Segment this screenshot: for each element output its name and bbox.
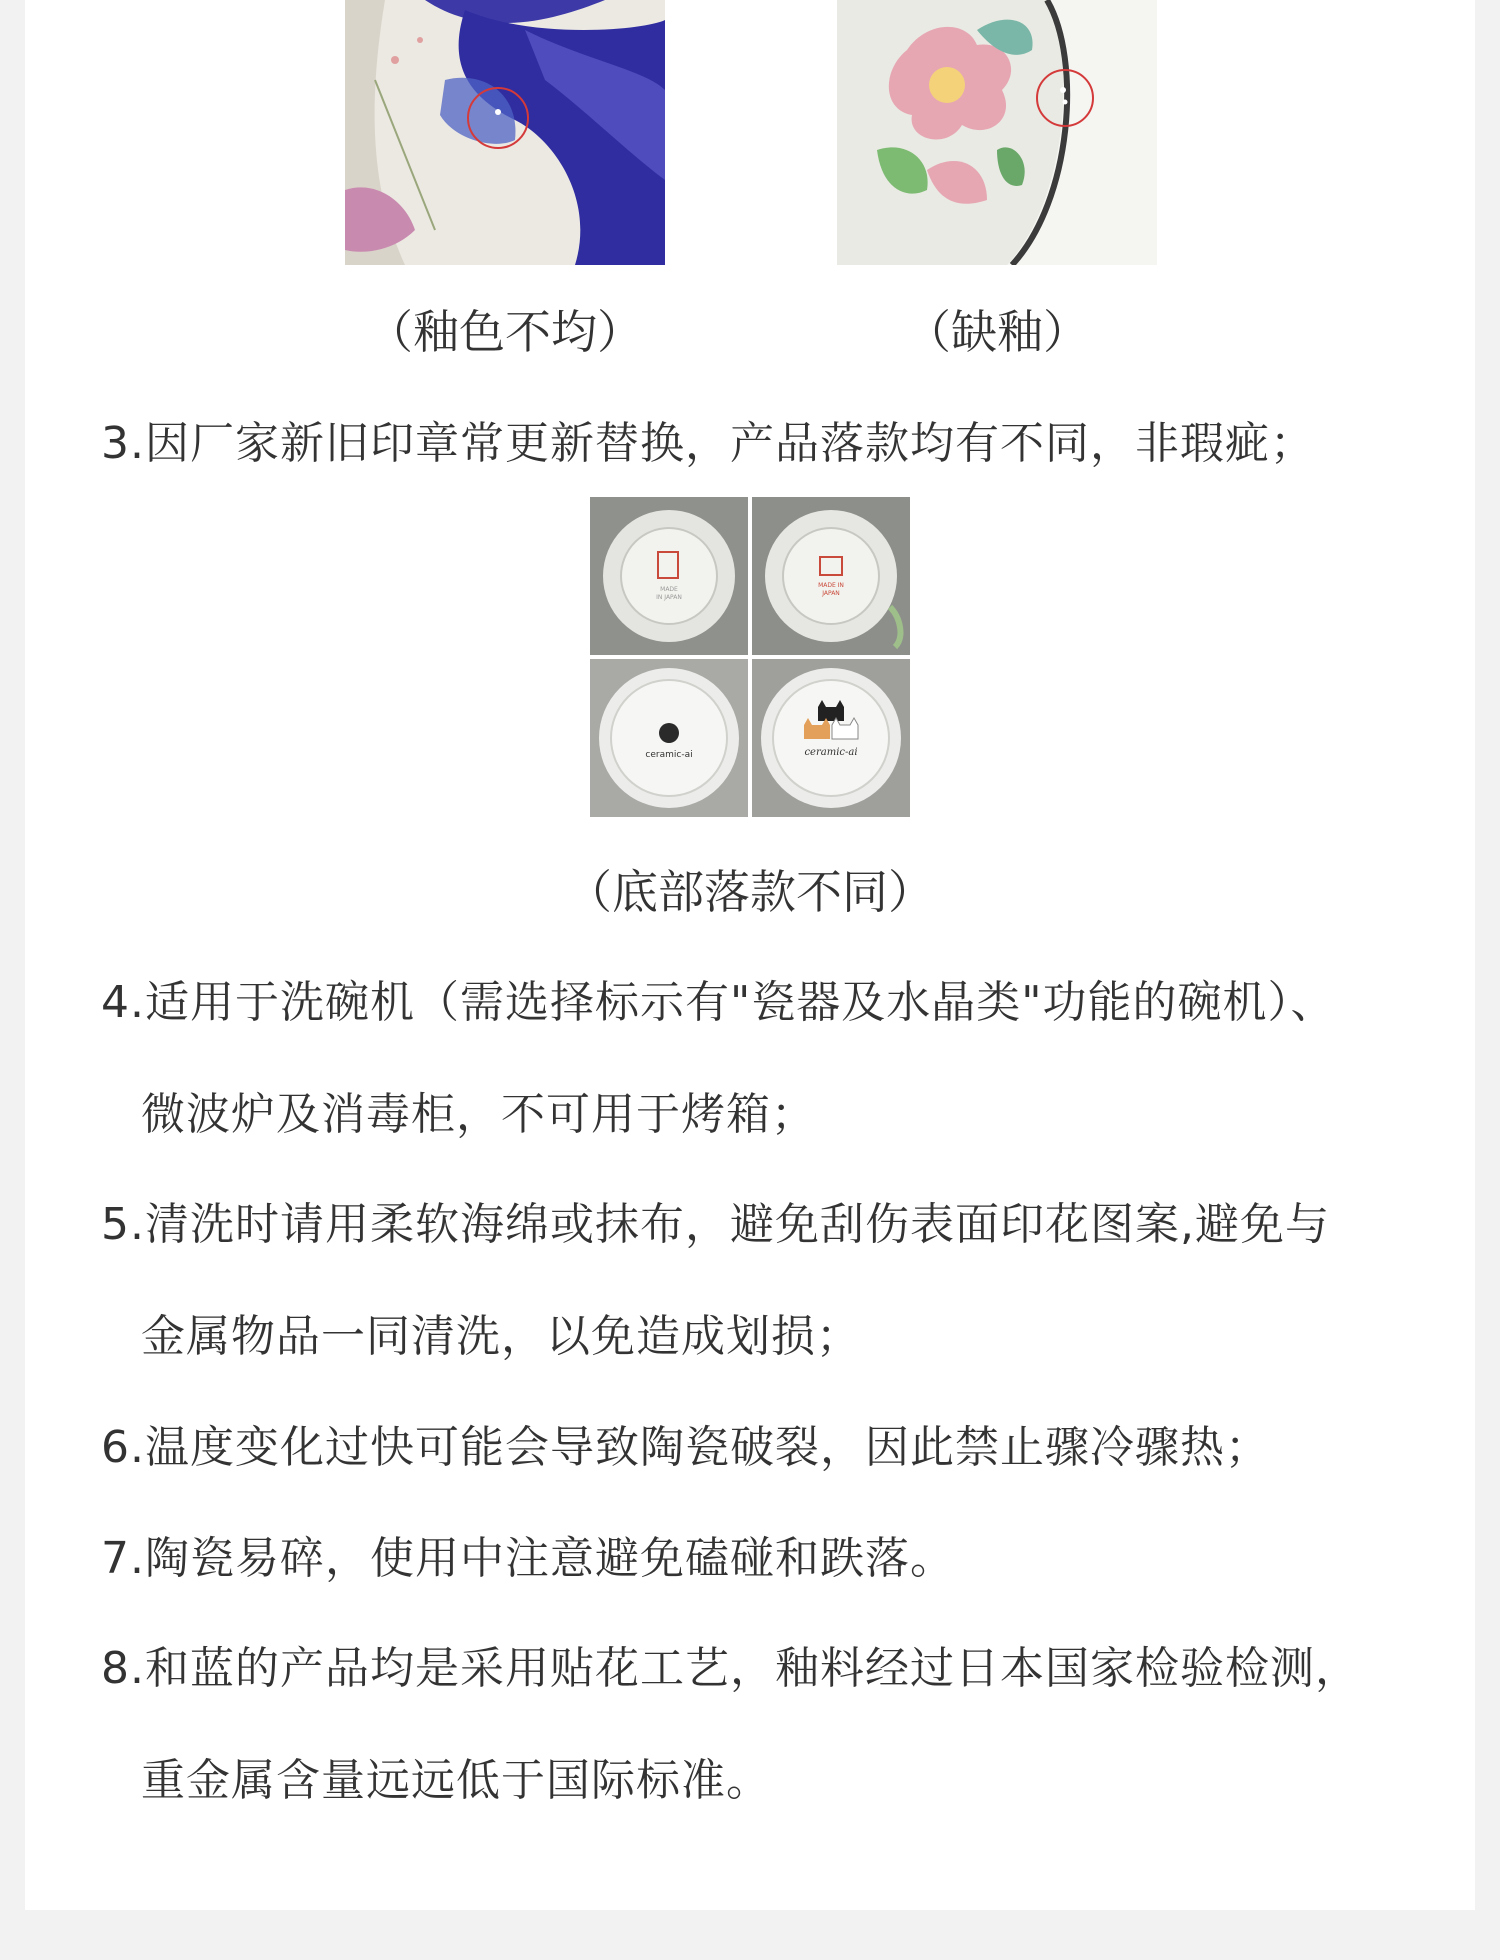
bowl-bottom-1 [590, 659, 748, 817]
glaze-uneven-photo [345, 0, 665, 265]
note-item-8-line-2: 重金属含量远远低于国际标准。 [141, 1755, 771, 1806]
svg-text:JAPAN: JAPAN [822, 590, 840, 597]
note-item-8-line-1: 8.和蓝的产品均是采用贴花工艺，釉料经过日本国家检验检测， [101, 1643, 1360, 1694]
svg-text:ceramic-ai: ceramic-ai [804, 747, 858, 758]
note-item-5-line-2: 金属物品一同清洗，以免造成划损； [141, 1311, 861, 1362]
note-item-7: 7.陶瓷易碎，使用中注意避免磕碰和跌落。 [101, 1533, 955, 1584]
caption-glaze-uneven: （釉色不均） [367, 305, 643, 359]
cup-bottom-1 [590, 497, 748, 655]
note-item-4-line-2: 微波炉及消毒柜，不可用于烤箱； [141, 1089, 816, 1140]
svg-text:MADE IN: MADE IN [818, 582, 844, 589]
note-item-5-line-1: 5.清洗时请用柔软海绵或抹布，避免刮伤表面印花图案,避免与 [101, 1199, 1330, 1250]
cup-bottom-2 [752, 497, 910, 655]
svg-text:ceramic-ai: ceramic-ai [645, 750, 693, 760]
caption-missing-glaze: （缺釉） [905, 305, 1089, 359]
missing-glaze-photo [837, 0, 1157, 265]
svg-text:IN JAPAN: IN JAPAN [656, 594, 682, 601]
bottom-marks-photo-grid [590, 497, 910, 817]
note-item-3: 3.因厂家新旧印章常更新替换，产品落款均有不同，非瑕疵； [101, 418, 1315, 469]
caption-bottom-marks: （底部落款不同） [566, 865, 934, 919]
content-card [25, 0, 1475, 1910]
note-item-6: 6.温度变化过快可能会导致陶瓷破裂，因此禁止骤冷骤热； [101, 1422, 1270, 1473]
svg-text:MADE: MADE [660, 586, 678, 593]
note-item-4-line-1: 4.适用于洗碗机（需选择标示有"瓷器及水晶类"功能的碗机）、 [101, 977, 1336, 1028]
bowl-bottom-2 [752, 659, 910, 817]
